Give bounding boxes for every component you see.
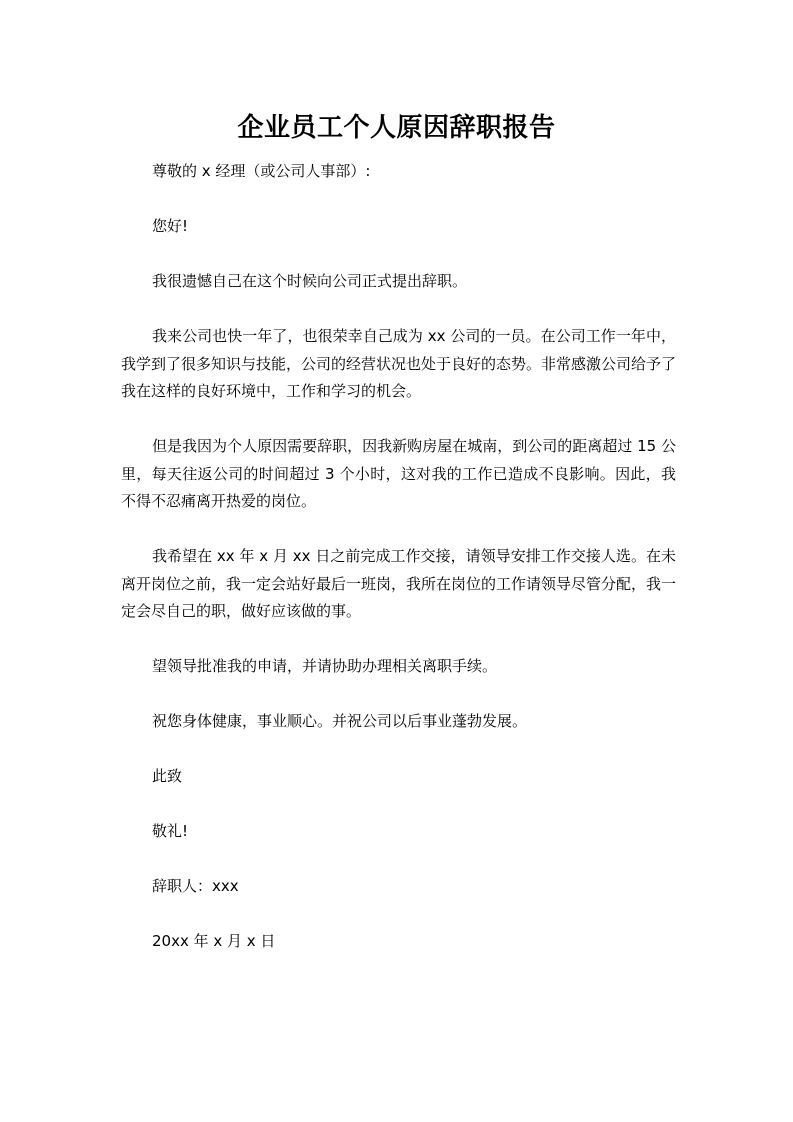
letter-date: 20xx 年 x 月 x 日 xyxy=(152,932,276,950)
letter-body xyxy=(121,158,676,956)
greeting: 您好! xyxy=(152,217,189,235)
salutation: 尊敬的 x 经理（或公司人事部）: xyxy=(152,162,371,180)
experience-paragraph: 我来公司也快一年了，也很荣幸自己成为 xx 公司的一员。在公司工作一年中，我学到了很多知识与技能，公司的经营状况也处于良好的态势。非常感激公司给予了我在这样的良好环境中，工作和学习的机会。 xyxy=(121,327,677,400)
closing-salute: 敬礼! xyxy=(152,822,189,840)
best-wishes: 祝您身体健康，事业顺心。并祝公司以后事业蓬勃发展。 xyxy=(152,712,528,730)
resignation-statement: 我很遗憾自己在这个时候向公司正式提出辞职。 xyxy=(152,272,468,290)
handover-paragraph: 我希望在 xx 年 x 月 xx 日之前完成工作交接，请领导安排工作交接人选。在未离开岗位之前，我一定会站好最后一班岗，我所在岗位的工作请领导尽管分配，我一定会尽自己的职，做好应该做的事。 xyxy=(121,547,677,620)
document-title: 企业员工个人原因辞职报告 xyxy=(237,113,556,143)
signature: 辞职人：xxx xyxy=(152,877,239,895)
reason-paragraph: 但是我因为个人原因需要辞职，因我新购房屋在城南，到公司的距离超过 15 公里，每天往返公司的时间超过 3 个小时，这对我的工作已造成不良影响。因此，我不得不忍痛离开热爱的岗位。 xyxy=(121,437,676,510)
approval-request: 望领导批准我的申请，并请协助办理相关离职手续。 xyxy=(152,657,498,675)
closing-line: 此致 xyxy=(152,767,183,785)
